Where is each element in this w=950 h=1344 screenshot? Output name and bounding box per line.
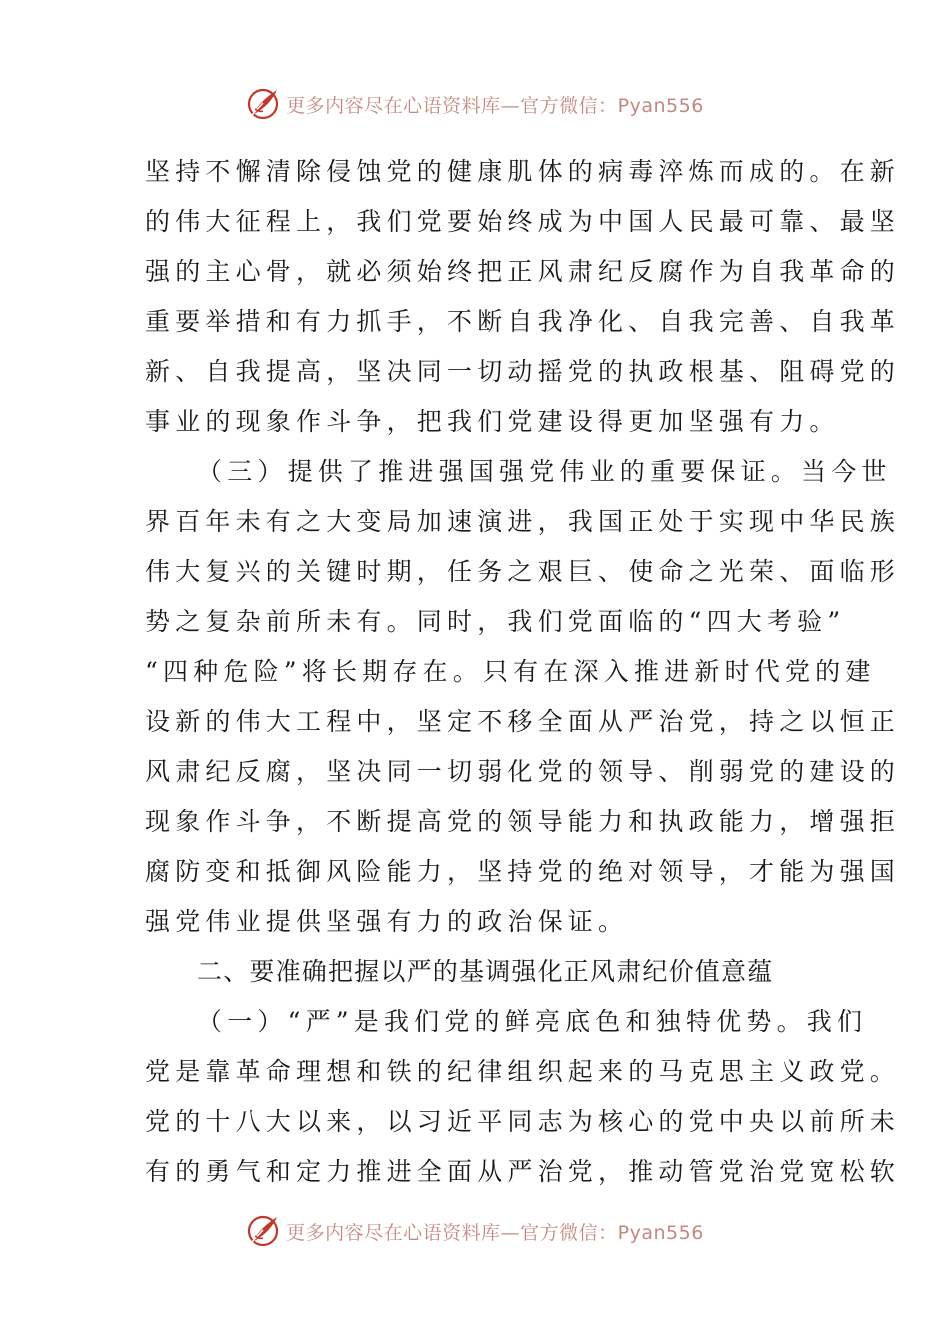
quill-logo-icon — [246, 87, 280, 121]
watermark-text: 更多内容尽在心语资料库—官方微信：Pyan556 — [286, 1221, 704, 1244]
paragraph-line: 的伟大征程上，我们党要始终成为中国人民最可靠、最坚 — [145, 207, 901, 236]
paragraph-line: “四种危险”将长期存在。只有在深入推进新时代党的建 — [145, 657, 876, 686]
paragraph-line: 势之复杂前所未有。同时，我们党面临的“四大考验” — [145, 607, 846, 636]
paragraph-line: （一）“严”是我们党的鲜亮底色和独特优势。我们 — [197, 1007, 868, 1036]
header-watermark — [0, 84, 950, 124]
paragraph-line: 事业的现象作斗争，把我们党建设得更加坚强有力。 — [145, 407, 840, 436]
paragraph-line: 强的主心骨，就必须始终把正风肃纪反腐作为自我革命的 — [145, 257, 901, 286]
paragraph-line: 党是靠革命理想和铁的纪律组织起来的马克思主义政党。 — [145, 1057, 901, 1086]
document-body — [145, 147, 901, 1197]
paragraph-line: 新、自我提高，坚决同一切动摇党的执政根基、阻碍党的 — [145, 357, 901, 386]
paragraph-line: 有的勇气和定力推进全面从严治党，推动管党治党宽松软 — [145, 1157, 901, 1186]
watermark-id: Pyan556 — [617, 94, 704, 117]
paragraph-line: 重要举措和有力抓手，不断自我净化、自我完善、自我革 — [145, 307, 901, 336]
footer-watermark — [0, 1211, 950, 1251]
paragraph-line: 腐防变和抵御风险能力，坚持党的绝对领导，才能为强国 — [145, 857, 901, 886]
paragraph-line: 强党伟业提供坚强有力的政治保证。 — [145, 907, 629, 936]
paragraph-line: （三）提供了推进强国强党伟业的重要保证。当今世 — [197, 457, 892, 486]
section-heading: 二、要准确把握以严的基调强化正风肃纪价值意蕴 — [197, 957, 774, 986]
watermark-text: 更多内容尽在心语资料库—官方微信：Pyan556 — [286, 94, 704, 117]
paragraph-line: 界百年未有之大变局加速演进，我国正处于实现中华民族 — [145, 507, 901, 536]
paragraph-line: 风肃纪反腐，坚决同一切弱化党的领导、削弱党的建设的 — [145, 757, 901, 786]
quill-logo-icon — [246, 1214, 280, 1248]
paragraph-line: 坚持不懈清除侵蚀党的健康肌体的病毒淬炼而成的。在新 — [145, 157, 901, 186]
paragraph-line: 设新的伟大工程中，坚定不移全面从严治党，持之以恒正 — [145, 707, 901, 736]
watermark-id: Pyan556 — [617, 1221, 704, 1244]
paragraph-line: 党的十八大以来，以习近平同志为核心的党中央以前所未 — [145, 1107, 901, 1136]
paragraph-line: 伟大复兴的关键时期，任务之艰巨、使命之光荣、面临形 — [145, 557, 901, 586]
paragraph-line: 现象作斗争，不断提高党的领导能力和执政能力，增强拒 — [145, 807, 901, 836]
